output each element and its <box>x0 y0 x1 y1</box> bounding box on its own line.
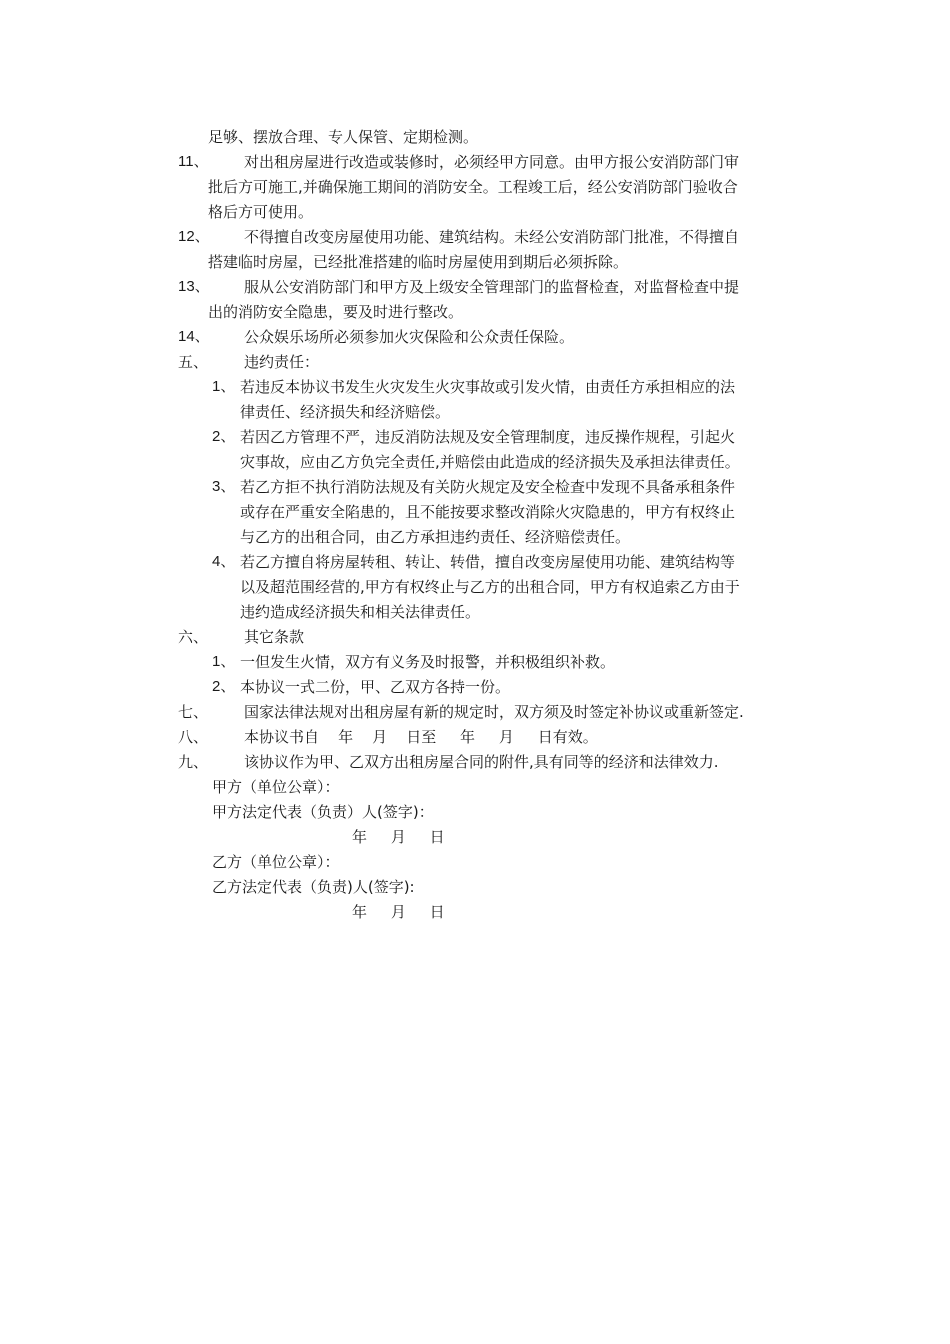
item-11-line-2: 批后方可施工,并确保施工期间的消防安全。工程竣工后，经公安消防部门验收合 <box>208 178 738 196</box>
party-a-seal: 甲方（单位公章）： <box>212 778 340 796</box>
item-5-2-line-2: 灾事故，应由乙方负完全责任,并赔偿由此造成的经济损失及承担法律责任。 <box>240 453 740 471</box>
item-5-3-line-1: 若乙方拒不执行消防法规及有关防火规定及安全检查中发现不具备承租条件 <box>240 478 736 496</box>
party-b-representative: 乙方法定代表（负责)人(签字): <box>212 878 415 896</box>
section-5-title: 违约责任： <box>244 353 320 371</box>
item-11-line-1: 对出租房屋进行改造或装修时，必须经甲方同意。由甲方报公安消防部门审 <box>244 153 740 171</box>
section-8-text: 本协议书自 年 月 日至 年 月 日有效。 <box>244 728 598 746</box>
item-5-1-line-1: 若违反本协议书发生火灾发生火灾事故或引发火情，由责任方承担相应的法 <box>240 378 736 396</box>
item-5-2-line-1: 若因乙方管理不严，违反消防法规及安全管理制度，违反操作规程，引起火 <box>240 428 736 446</box>
item-12-number: 12、 <box>178 228 210 245</box>
item-6-2-line-1: 本协议一式二份，甲、乙双方各持一份。 <box>240 678 511 696</box>
section-9-text: 该协议作为甲、乙双方出租房屋合同的附件,具有同等的经济和法律效力. <box>244 753 719 771</box>
item-11-number: 11、 <box>178 153 209 170</box>
item-12-line-2: 搭建临时房屋，已经批准搭建的临时房屋使用到期后必须拆除。 <box>208 253 629 271</box>
item-5-1-line-2: 律责任、经济损失和经济赔偿。 <box>240 403 451 421</box>
item-5-1-number: 1、 <box>212 378 236 395</box>
item-5-4-line-1: 若乙方擅自将房屋转租、转让、转借，擅自改变房屋使用功能、建筑结构等 <box>240 553 736 571</box>
section-5-number: 五、 <box>178 353 209 371</box>
party-b-date: 年 月 日 <box>352 903 445 921</box>
item-14-number: 14、 <box>178 328 210 345</box>
party-a-representative: 甲方法定代表（负责）人(签字)： <box>212 803 434 821</box>
party-b-seal: 乙方（单位公章）： <box>212 853 340 871</box>
item-12-line-1: 不得擅自改变房屋使用功能、建筑结构。未经公安消防部门批准，不得擅自 <box>244 228 740 246</box>
item-6-1-number: 1、 <box>212 653 236 670</box>
item-13-line-2: 出的消防安全隐患，要及时进行整改。 <box>208 303 464 321</box>
section-6-number: 六、 <box>178 628 209 646</box>
section-9-number: 九、 <box>178 753 209 771</box>
section-6-title: 其它条款 <box>244 628 305 646</box>
item-5-4-line-3: 违约造成经济损失和相关法律责任。 <box>240 603 481 621</box>
item-6-1-line-1: 一但发生火情，双方有义务及时报警，并积极组织补救。 <box>240 653 616 671</box>
item-13-number: 13、 <box>178 278 210 295</box>
section-8-number: 八、 <box>178 728 209 746</box>
item-14-line-1: 公众娱乐场所必须参加火灾保险和公众责任保险。 <box>244 328 575 346</box>
item-11-line-3: 格后方可使用。 <box>208 203 314 221</box>
continuation-line: 足够、摆放合理、专人保管、定期检测。 <box>208 128 479 146</box>
item-5-4-line-2: 以及超范围经营的,甲方有权终止与乙方的出租合同，甲方有权追索乙方由于 <box>240 578 740 596</box>
party-a-date: 年 月 日 <box>352 828 445 846</box>
item-5-3-line-3: 与乙方的出租合同，由乙方承担违约责任、经济赔偿责任。 <box>240 528 631 546</box>
item-13-line-1: 服从公安消防部门和甲方及上级安全管理部门的监督检查，对监督检查中提 <box>244 278 740 296</box>
item-5-3-number: 3、 <box>212 478 236 495</box>
item-5-4-number: 4、 <box>212 553 236 570</box>
item-6-2-number: 2、 <box>212 678 236 695</box>
item-5-2-number: 2、 <box>212 428 236 445</box>
section-7-text: 国家法律法规对出租房屋有新的规定时，双方须及时签定补协议或重新签定. <box>244 703 744 721</box>
section-7-number: 七、 <box>178 703 209 721</box>
item-5-3-line-2: 或存在严重安全陷患的，且不能按要求整改消除火灾隐患的，甲方有权终止 <box>240 503 736 521</box>
